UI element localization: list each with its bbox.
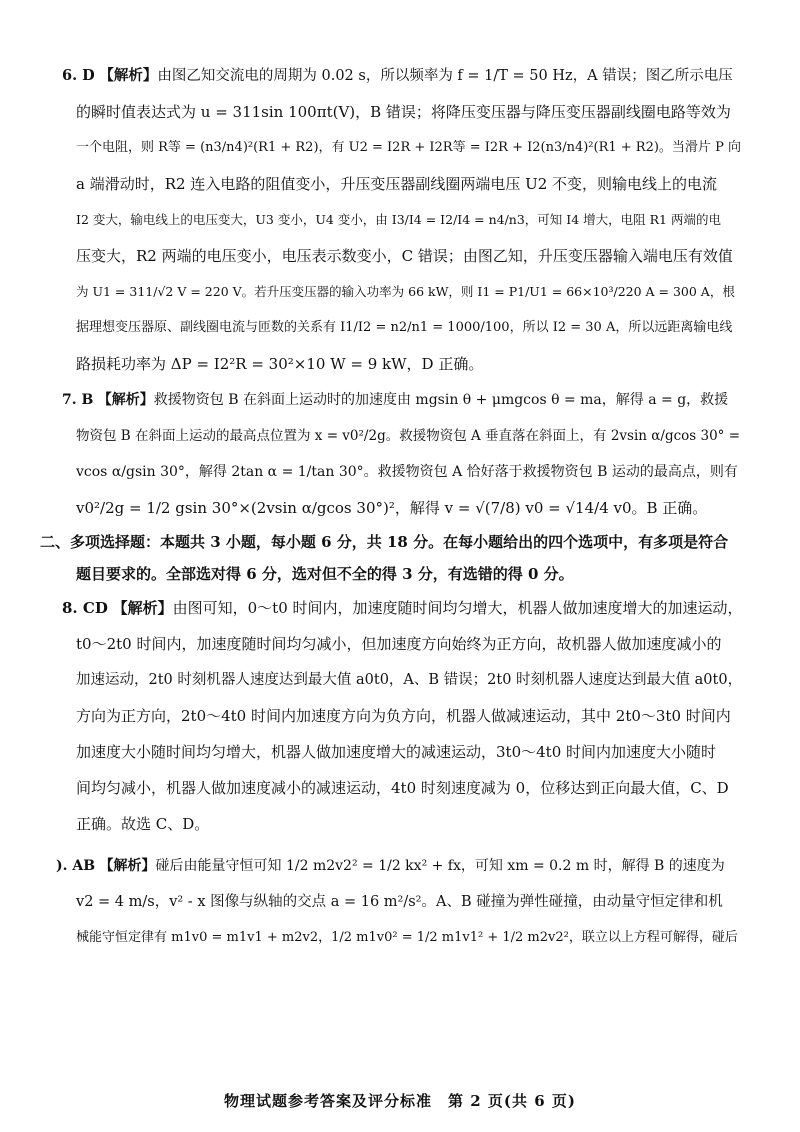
analysis-tag: 【解析】 bbox=[112, 599, 173, 617]
text-line: 加速运动，2t0 时刻机器人速度达到最大值 a0t0，A、B 错误；2t0 时刻机器人速度达到最大值 a0t0， bbox=[76, 672, 743, 688]
answer-9 bbox=[56, 848, 742, 956]
text-line: 救援物资包 B 在斜面上运动时的加速度由 mgsin θ + μmgcos θ = ma，解得 a = g，救援 bbox=[153, 392, 729, 408]
analysis-tag: 【解析】 bbox=[99, 858, 156, 874]
text-line: 压变大，R2 两端的电压变小，电压表示数变小，C 错误；由图乙知，升压变压器输入端电压有效值 bbox=[76, 247, 733, 265]
text-line: v2 = 4 m/s，v² - x 图像与纵轴的交点 a = 16 m²/s²。A、B 碰撞为弹性碰撞，由动量守恒定律和机 bbox=[76, 894, 723, 910]
section-line: 题目要求的。全部选对得 6 分，选对但不全的得 3 分，有选错的得 0 分。 bbox=[76, 565, 574, 583]
answer-6 bbox=[62, 58, 742, 382]
text-line: 由图可知，0～t0 时间内，加速度随时间均匀增大，机器人做加速度增大的加速运动， bbox=[172, 599, 743, 617]
answer-number: ). AB bbox=[56, 858, 96, 874]
text-line: 由图乙知交流电的周期为 0.02 s，所以频率为 f = 1/T = 50 Hz，A 错误；图乙所示电压 bbox=[157, 68, 733, 84]
answer-number: 7. B bbox=[62, 392, 94, 408]
text-line: 方向为正方向，2t0～4t0 时间内加速度方向为负方向，机器人做减速运动，其中 2t0～3t0 时间内 bbox=[76, 707, 731, 725]
text-line: v0²/2g = 1/2 gsin 30°×(2vsin α/gcos 30°)²，解得 v = √(7/8) v0 = √14/4 v0。B 正确。 bbox=[76, 499, 708, 517]
text-line: 为 U1 = 311/√2 V = 220 V。若升压变压器的输入功率为 66 kW，则 I1 = P1/U1 = 66×10³/220 A = 300 A，根 bbox=[76, 284, 735, 299]
answer-number: 8. CD bbox=[62, 599, 108, 617]
text-line: 碰后由能量守恒可知 1/2 m2v2² = 1/2 kx² + fx，可知 xm = 0.2 m 时，解得 B 的速度为 bbox=[155, 858, 725, 874]
answer-7 bbox=[62, 382, 742, 526]
text-line: 正确。故选 C、D。 bbox=[76, 815, 210, 833]
section-line: 二、多项选择题：本题共 3 小题，每小题 6 分，共 18 分。在每小题给出的四个选项中，有多项是符合 bbox=[40, 533, 729, 551]
text-line: t0～2t0 时间内，加速度随时间均匀减小，但加速度方向始终为正方向，故机器人做加速度减小的 bbox=[76, 635, 722, 653]
text-line: 一个电阻，则 R等 = (n3/n4)²(R1 + R2)，有 U2 = I2R + I2R等 = I2R + I2(n3/n4)²(R1 + R2)。当滑片 P 向 bbox=[76, 140, 741, 155]
text-line: vcos α/gsin 30°，解得 2tan α = 1/tan 30°。救援物资包 A 恰好落于救援物资包 B 运动的最高点，则有 bbox=[76, 464, 738, 480]
text-line: 据理想变压器原、副线圈电流与匝数的关系有 I1/I2 = n2/n1 = 1000/100，所以 I2 = 30 A，所以远距离输电线 bbox=[76, 320, 733, 335]
analysis-tag: 【解析】 bbox=[99, 67, 158, 84]
text-line: 械能守恒定律有 m1v0 = m1v1 + m2v2，1/2 m1v0² = 1/2 m1v1² + 1/2 m2v2²，联立以上方程可解得，碰后 bbox=[76, 930, 738, 945]
analysis-tag: 【解析】 bbox=[97, 392, 154, 408]
page-footer: 物理试题参考答案及评分标准 第 2 页(共 6 页) bbox=[224, 1092, 576, 1110]
answer-8 bbox=[62, 590, 742, 842]
text-line: 物资包 B 在斜面上运动的最高点位置为 x = v0²/2g。救援物资包 A 垂直落在斜面上，有 2vsin α/gcos 30° = bbox=[76, 428, 741, 444]
text-line: a 端滑动时，R2 连入电路的阻值变小，升压变压器副线圈两端电压 U2 不变，则输电线上的电流 bbox=[76, 175, 718, 193]
text-line: 加速度大小随时间均匀增大，机器人做加速度增大的减速运动，3t0～4t0 时间内加速度大小随时 bbox=[76, 743, 717, 761]
text-line: 的瞬时值表达式为 u = 311sin 100πt(V)，B 错误；将降压变压器与降压变压器副线圈电路等效为 bbox=[76, 103, 731, 121]
text-line: I2 变大，输电线上的电压变大，U3 变小，U4 变小，由 I3/I4 = I2/I4 = n4/n3，可知 I4 增大，电阻 R1 两端的电 bbox=[76, 212, 721, 227]
text-line: 间均匀减小，机器人做加速度减小的减速运动，4t0 时刻速度减为 0，位移达到正向最大值，C、D bbox=[76, 779, 729, 797]
section-heading bbox=[40, 526, 742, 590]
text-line: 路损耗功率为 ΔP = I2²R = 30²×10 W = 9 kW，D 正确。 bbox=[76, 355, 484, 373]
answer-number: 6. D bbox=[62, 67, 95, 84]
